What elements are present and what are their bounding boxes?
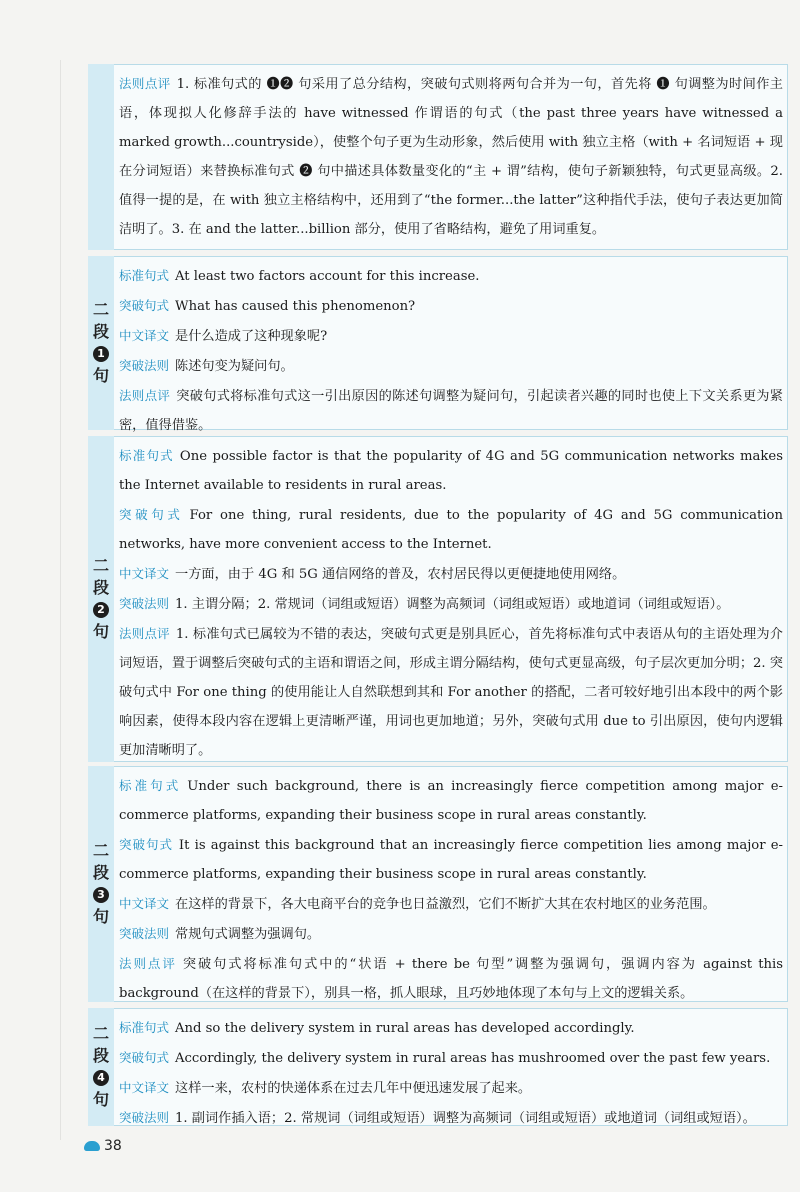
row-tag: 突破句式	[119, 837, 173, 852]
row-text: 突破句式将标准句式中的“状语 + there be 句型”调整为强调句，强调内容为 against this background（在这样的背景下），别具一格，抓人眼球，且巧妙地体现了本句与上文的逻辑关系。	[119, 957, 783, 1001]
row-text: 是什么造成了这种现象呢?	[175, 329, 328, 344]
row-tag: 标准句式	[119, 448, 174, 463]
row-text: 这样一来，农村的快递体系在过去几年中便迅速发展了起来。	[175, 1081, 532, 1096]
row-tag: 中文译文	[119, 328, 170, 343]
row-text: 1. 副词作插入语；2. 常规词（词组或短语）调整为高频词（词组或短语）或地道词（词组或短语）。	[175, 1111, 756, 1126]
row-tag: 法则点评	[119, 956, 177, 971]
row-rule	[119, 919, 783, 949]
row-comment	[119, 949, 783, 1008]
side-char: 段	[92, 1046, 109, 1065]
side-char: 二	[92, 300, 109, 319]
block-side-label	[88, 256, 114, 430]
page-number: 38	[104, 1138, 122, 1154]
side-number-badge: 1	[93, 346, 109, 362]
block-side-label	[88, 766, 114, 1002]
row-tag: 中文译文	[119, 1080, 170, 1095]
row-tag: 标准句式	[119, 1020, 170, 1035]
row-text: 1. 标准句式已属较为不错的表达，突破句式更是别具匠心，首先将标准句式中表语从句的主语处理为介词短语，置于调整后突破句式的主语和谓语之间，形成主谓分隔结构，使句式更显高级，句子层次更加分明；2. 突破句式中 For one thing 的使用能让人自然联想到其和 For another 的搭配，二者可较好地引出本段中的两个影响因素，使得本段内容在逻辑上更清晰严谨，用词也更加地道；另外，突破句式用 due to 引出原因，使句内逻辑更加清晰明了。	[119, 627, 783, 758]
commentary-block-intro	[88, 64, 788, 250]
side-char: 二	[92, 556, 109, 575]
row-standard	[119, 261, 783, 291]
sentence-block-1	[88, 256, 788, 433]
row-breakthrough	[119, 291, 783, 321]
row-text: 陈述句变为疑问句。	[175, 359, 294, 374]
side-char: 二	[92, 841, 109, 860]
row-tag: 中文译文	[119, 566, 170, 581]
row-text: 突破句式将标准句式这一引出原因的陈述句调整为疑问句，引起读者兴趣的同时也使上下文关系更为紧密，值得借鉴。	[119, 389, 783, 433]
side-char: 段	[92, 322, 109, 341]
row-breakthrough	[119, 830, 783, 889]
block-side-label	[88, 1008, 114, 1126]
side-char: 句	[92, 366, 109, 385]
row-tag: 突破法则	[119, 926, 170, 941]
row-standard	[119, 441, 783, 500]
row-tag: 法则点评	[119, 626, 170, 641]
book-logo-icon	[84, 1141, 100, 1151]
sentence-block-2	[88, 436, 788, 762]
row-tag: 标准句式	[119, 268, 170, 283]
row-text: 1. 主谓分隔；2. 常规词（词组或短语）调整为高频词（词组或短语）或地道词（词组或短语）。	[175, 597, 730, 612]
row-text: 一方面，由于 4G 和 5G 通信网络的普及，农村居民得以更便捷地使用网络。	[175, 567, 626, 582]
side-number-badge: 3	[93, 887, 109, 903]
row-tag: 标准句式	[119, 778, 182, 793]
sentence-block-4	[88, 1008, 788, 1126]
row-standard	[119, 771, 783, 830]
row-translation	[119, 889, 783, 919]
sentence-block-3	[88, 766, 788, 1002]
row-standard	[119, 1013, 783, 1043]
row-text: For one thing, rural residents, due to the popularity of 4G and 5G communication networks, have more convenient access to the Internet.	[119, 508, 783, 552]
row-comment	[119, 69, 783, 244]
row-tag: 法则点评	[119, 388, 171, 403]
row-tag: 中文译文	[119, 896, 170, 911]
side-char: 句	[92, 907, 109, 926]
side-char: 二	[92, 1024, 109, 1043]
row-translation	[119, 1073, 783, 1103]
row-rule	[119, 351, 783, 381]
block-side-label	[88, 64, 114, 250]
row-tag: 突破句式	[119, 1050, 170, 1065]
row-text: One possible factor is that the popularity of 4G and 5G communication networks makes the Internet available to residents in rural areas.	[119, 449, 783, 493]
row-tag: 突破法则	[119, 1110, 170, 1125]
row-text: Under such background, there is an increasingly fierce competition among major e-commerce platforms, expanding their business scope in rural areas constantly.	[119, 779, 783, 823]
row-tag: 突破法则	[119, 596, 170, 611]
side-char: 段	[92, 578, 109, 597]
row-translation	[119, 321, 783, 351]
row-comment	[119, 619, 783, 765]
row-tag: 法则点评	[119, 76, 171, 91]
side-char: 段	[92, 863, 109, 882]
row-tag: 突破法则	[119, 358, 170, 373]
side-char: 句	[92, 622, 109, 641]
row-text: And so the delivery system in rural areas has developed accordingly.	[175, 1021, 635, 1036]
row-rule	[119, 1103, 783, 1133]
row-text: 常规句式调整为强调句。	[175, 927, 321, 942]
side-number-badge: 4	[93, 1070, 109, 1086]
row-translation	[119, 559, 783, 589]
page-footer	[84, 1138, 122, 1154]
row-text: At least two factors account for this increase.	[175, 269, 480, 284]
row-text: What has caused this phenomenon?	[175, 299, 416, 314]
row-breakthrough	[119, 500, 783, 559]
side-number-badge: 2	[93, 602, 109, 618]
side-char: 句	[92, 1090, 109, 1109]
row-text: Accordingly, the delivery system in rural areas has mushroomed over the past few years.	[175, 1051, 771, 1066]
row-breakthrough	[119, 1043, 783, 1073]
page-gutter-line	[60, 60, 61, 1140]
row-comment	[119, 381, 783, 440]
row-text: 在这样的背景下，各大电商平台的竞争也日益激烈，它们不断扩大其在农村地区的业务范围。	[175, 897, 716, 912]
row-text: 1. 标准句式的 ❶❷ 句采用了总分结构，突破句式则将两句合并为一句，首先将 ❶ 句调整为时间作主语，体现拟人化修辞手法的 have witnessed 作谓语的句式（the past three years have witnessed a marked growth...countryside），使整个句子更为生动形象，然后使用 with 独立主格（with + 名词短语 + 现在分词短语）来替换标准句式 ❷ 句中描述具体数量变化的“主 + 谓”结构，使句子新颖独特，句式更显高级。2. 值得一提的是，在 with 独立主格结构中，还用到了“the former...the latter”这种指代手法，使句子表达更加简洁明了。3. 在 and the latter...billion 部分，使用了省略结构，避免了用词重复。	[119, 77, 783, 237]
row-rule	[119, 589, 783, 619]
block-side-label	[88, 436, 114, 762]
row-tag: 突破句式	[119, 298, 170, 313]
row-text: It is against this background that an increasingly fierce competition lies among major e-commerce platforms, expanding their business scope in rural areas constantly.	[119, 838, 783, 882]
row-tag: 突破句式	[119, 507, 184, 522]
